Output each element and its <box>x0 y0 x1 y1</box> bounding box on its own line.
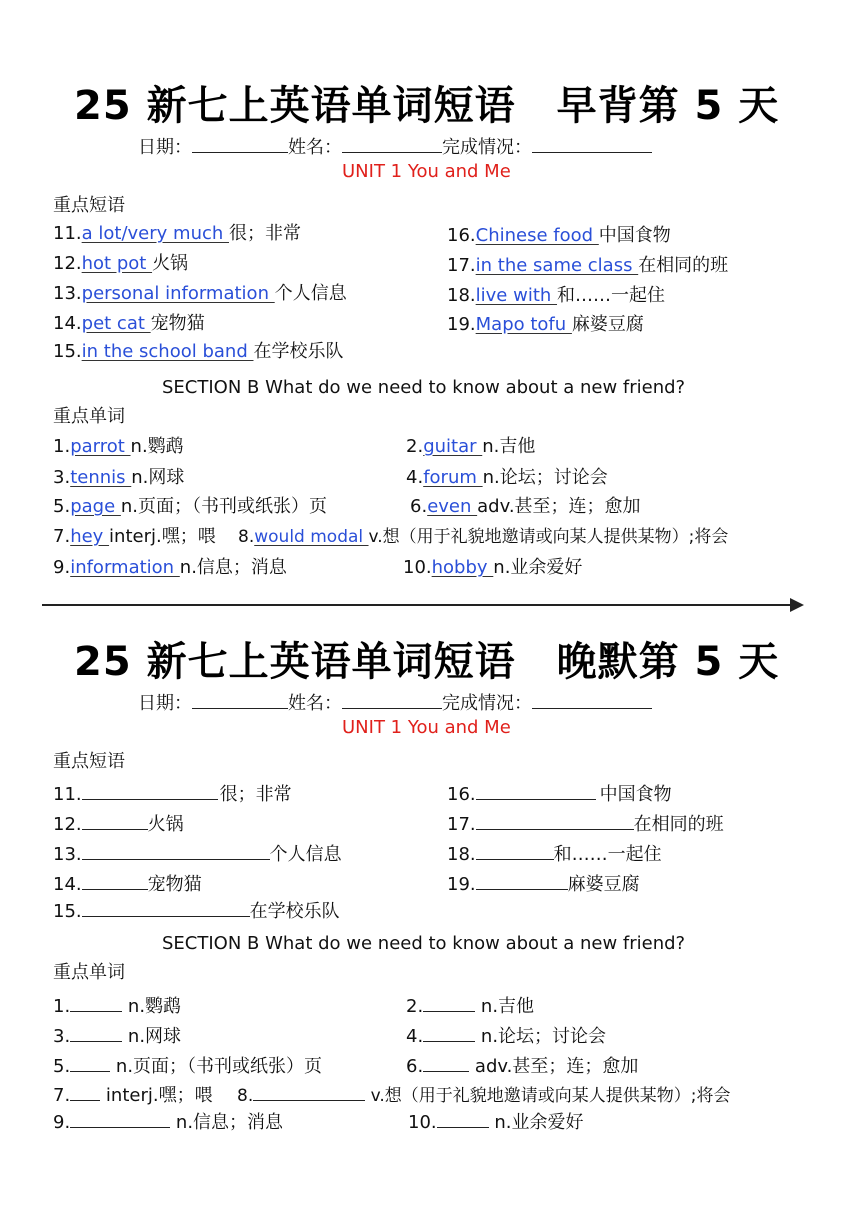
answer-blank[interactable] <box>82 811 148 830</box>
word-item: 7.hey interj.嘿；喂 <box>53 526 216 547</box>
answer-blank[interactable] <box>476 781 596 800</box>
phrase-item: 11.a lot/very much 很；非常 <box>53 223 301 244</box>
phrase-answer: Chinese food <box>475 225 599 246</box>
phrase-item: 17.in the same class 在相同的班 <box>447 255 729 276</box>
done-blank[interactable] <box>532 134 652 153</box>
answer-blank[interactable] <box>82 898 250 917</box>
word-answer: forum <box>423 467 483 488</box>
divider-line <box>42 604 794 606</box>
word-answer: information <box>70 557 180 578</box>
name-blank[interactable] <box>342 690 442 709</box>
word-item: 8.would modal v.想（用于礼貌地邀请或向某人提供某物）;将会 <box>238 527 729 547</box>
answer-blank[interactable] <box>70 1053 110 1072</box>
word-answer: hobby <box>431 557 494 578</box>
phrase-answer: pet cat <box>81 313 151 334</box>
word-answer: tennis <box>70 467 132 488</box>
phrase-item: 15.in the school band 在学校乐队 <box>53 341 344 362</box>
word-item: 3. n.网球 <box>53 1023 181 1048</box>
phrase-item: 12.hot pot 火锅 <box>53 253 189 274</box>
phrase-item: 15. 在学校乐队 <box>53 898 340 923</box>
word-answer: hey <box>70 526 110 547</box>
word-answer: page <box>70 496 121 517</box>
section-heading: SECTION B What do we need to know about a new friend? <box>162 933 686 954</box>
answer-blank[interactable] <box>423 1053 469 1072</box>
word-item: 10. n.业余爱好 <box>408 1109 584 1134</box>
answer-blank[interactable] <box>70 993 122 1012</box>
phrase-item: 13.personal information 个人信息 <box>53 283 347 304</box>
answer-blank[interactable] <box>82 841 270 860</box>
phrases-heading: 重点短语 <box>53 195 125 216</box>
answer-blank[interactable] <box>70 1082 100 1101</box>
phrases-heading: 重点短语 <box>53 751 125 772</box>
word-item: 1.parrot n.鹦鹉 <box>53 436 184 457</box>
phrase-answer: hot pot <box>81 253 153 274</box>
word-answer: guitar <box>423 436 483 457</box>
word-item: 5.page n.页面；（书刊或纸张）页 <box>53 496 328 517</box>
phrase-answer: in the same class <box>475 255 639 276</box>
words-heading: 重点单词 <box>53 962 125 983</box>
date-label: 日期： <box>138 137 192 158</box>
answer-blank[interactable] <box>437 1109 489 1128</box>
word-item: 3.tennis n.网球 <box>53 467 185 488</box>
word-item: 5. n.页面；（书刊或纸张）页 <box>53 1053 322 1078</box>
done-blank[interactable] <box>532 690 652 709</box>
phrase-answer: live with <box>475 285 558 306</box>
word-item: 8. v.想（用于礼貌地邀请或向某人提供某物）;将会 <box>237 1082 731 1107</box>
answer-blank[interactable] <box>82 781 218 800</box>
phrase-answer: Mapo tofu <box>475 314 572 335</box>
word-item: 4.forum n.论坛；讨论会 <box>406 467 608 488</box>
answer-blank[interactable] <box>423 993 475 1012</box>
word-item: 1. n.鹦鹉 <box>53 993 181 1018</box>
word-answer: parrot <box>70 436 131 457</box>
arrow-right-icon <box>790 598 804 612</box>
phrase-item: 16. 中国食物 <box>447 781 672 806</box>
phrase-answer: personal information <box>81 283 275 304</box>
answer-blank[interactable] <box>82 871 148 890</box>
header-fields <box>138 690 652 715</box>
answer-blank[interactable] <box>70 1109 170 1128</box>
answer-blank[interactable] <box>253 1082 365 1101</box>
word-item: 4. n.论坛；讨论会 <box>406 1023 606 1048</box>
phrase-item: 18.live with 和……一起住 <box>447 285 666 306</box>
name-blank[interactable] <box>342 134 442 153</box>
word-item: 2. n.吉他 <box>406 993 534 1018</box>
date-blank[interactable] <box>192 690 288 709</box>
word-answer: would modal <box>254 527 369 547</box>
done-label: 完成情况： <box>442 693 532 714</box>
unit-heading: UNIT 1 You and Me <box>342 161 511 182</box>
answer-blank[interactable] <box>476 871 568 890</box>
word-item: 7. interj.嘿；喂 <box>53 1082 213 1107</box>
done-label: 完成情况： <box>442 137 532 158</box>
date-label: 日期： <box>138 693 192 714</box>
phrase-item: 13. 个人信息 <box>53 841 342 866</box>
section-heading: SECTION B What do we need to know about a new friend? <box>162 377 686 398</box>
header-fields <box>138 134 652 159</box>
word-item: 6.even adv.甚至；连；愈加 <box>410 496 641 517</box>
phrase-answer: in the school band <box>81 341 254 362</box>
phrase-item: 12. 火锅 <box>53 811 184 836</box>
date-blank[interactable] <box>192 134 288 153</box>
phrase-answer: a lot/very much <box>81 223 229 244</box>
word-answer: even <box>427 496 478 517</box>
phrase-item: 19.Mapo tofu 麻婆豆腐 <box>447 314 644 335</box>
answer-blank[interactable] <box>476 841 554 860</box>
unit-heading: UNIT 1 You and Me <box>342 717 511 738</box>
answer-blank[interactable] <box>70 1023 122 1042</box>
word-item: 2.guitar n.吉他 <box>406 436 536 457</box>
phrase-item: 19. 麻婆豆腐 <box>447 871 640 896</box>
word-item: 9. n.信息；消息 <box>53 1109 283 1134</box>
word-item: 9.information n.信息；消息 <box>53 557 287 578</box>
phrase-item: 16.Chinese food 中国食物 <box>447 225 671 246</box>
answer-blank[interactable] <box>423 1023 475 1042</box>
word-item: 6. adv.甚至；连；愈加 <box>406 1053 638 1078</box>
word-item: 10.hobby n.业余爱好 <box>403 557 583 578</box>
phrase-item: 11. 很；非常 <box>53 781 292 806</box>
words-heading: 重点单词 <box>53 406 125 427</box>
name-label: 姓名： <box>288 137 342 158</box>
page-title-morning: 25 新七上英语单词短语 早背第 5 天 <box>74 83 780 129</box>
answer-blank[interactable] <box>476 811 634 830</box>
phrase-item: 18. 和……一起住 <box>447 841 662 866</box>
phrase-item: 14.pet cat 宠物猫 <box>53 313 205 334</box>
page-title-evening: 25 新七上英语单词短语 晚默第 5 天 <box>74 639 780 685</box>
phrase-item: 17. 在相同的班 <box>447 811 724 836</box>
name-label: 姓名： <box>288 693 342 714</box>
phrase-item: 14. 宠物猫 <box>53 871 202 896</box>
